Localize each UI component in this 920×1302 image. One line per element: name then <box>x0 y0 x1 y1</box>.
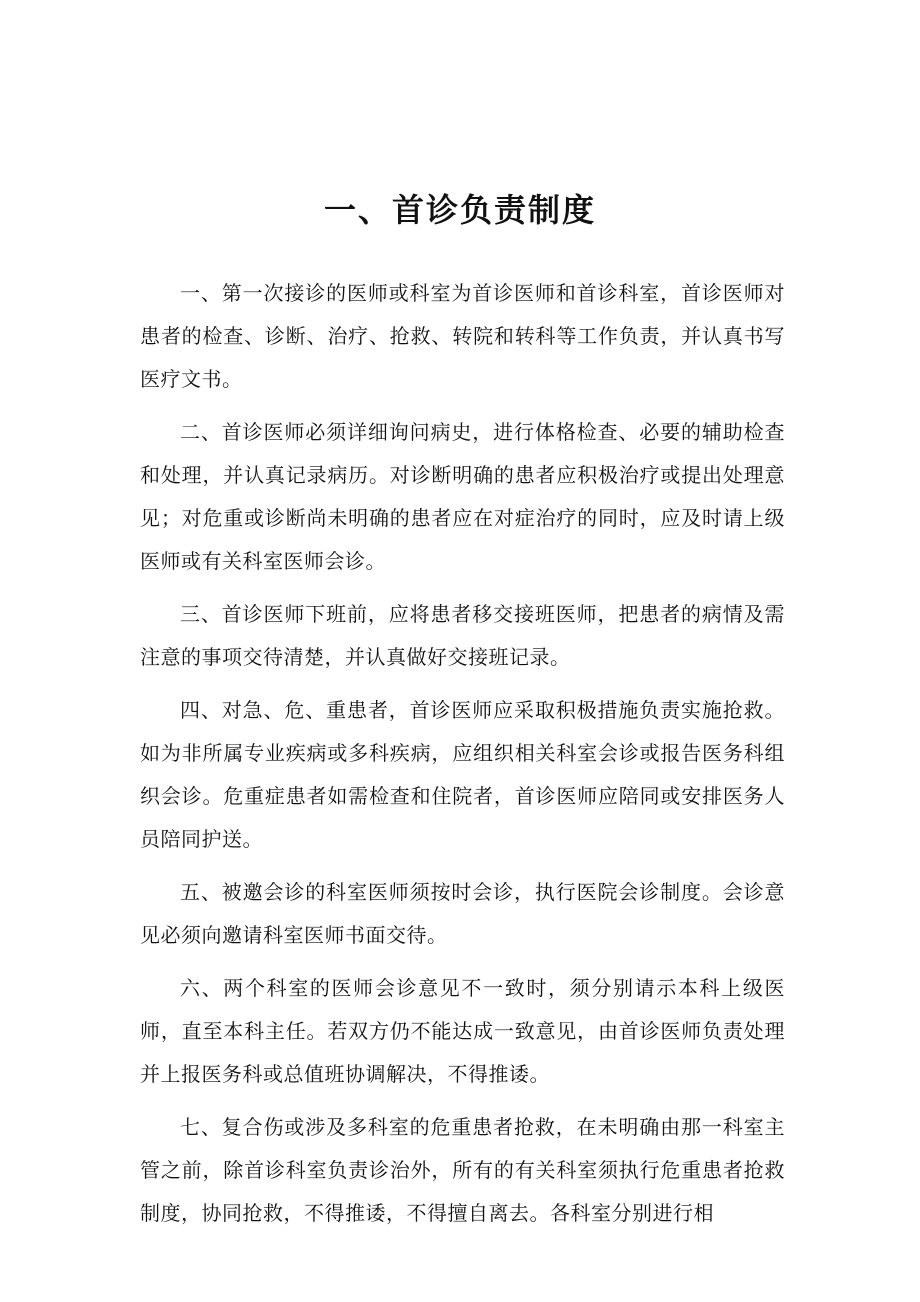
document-body <box>140 272 785 1245</box>
paragraph-4: 四、对急、危、重患者，首诊医师应采取积极措施负责实施抢救。如为非所属专业疾病或多科疾病，应组织相关科室会诊或报告医务科组织会诊。危重症患者如需检查和住院者，首诊医师应陪同或安排医务人员陪同护送。 <box>140 698 785 851</box>
paragraph-7: 七、复合伤或涉及多科室的危重患者抢救，在未明确由那一科室主管之前，除首诊科室负责诊治外，所有的有关科室须执行危重患者抢救制度，协同抢救，不得推诿，不得擅自离去。各科室分别进行相 <box>140 1115 785 1225</box>
paragraph-3: 三、首诊医师下班前，应将患者移交接班医师，把患者的病情及需注意的事项交待清楚，并认真做好交接班记录。 <box>140 602 785 669</box>
document-title: 一、首诊负责制度 <box>323 191 596 229</box>
paragraph-1: 一、第一次接诊的医师或科室为首诊医师和首诊科室，首诊医师对患者的检查、诊断、治疗、抢救、转院和转科等工作负责，并认真书写医疗文书。 <box>140 281 785 391</box>
paragraph-5: 五、被邀会诊的科室医师须按时会诊，执行医院会诊制度。会诊意见必须向邀请科室医师书面交待。 <box>140 880 785 947</box>
paragraph-6: 六、两个科室的医师会诊意见不一致时，须分别请示本科上级医师，直至本科主任。若双方仍不能达成一致意见，由首诊医师负责处理并上报医务科或总值班协调解决，不得推诿。 <box>140 976 785 1086</box>
paragraph-2: 二、首诊医师必须详细询问病史，进行体格检查、必要的辅助检查和处理，并认真记录病历。对诊断明确的患者应积极治疗或提出处理意见；对危重或诊断尚未明确的患者应在对症治疗的同时，应及时请上级医师或有关科室医师会诊。 <box>140 420 785 573</box>
